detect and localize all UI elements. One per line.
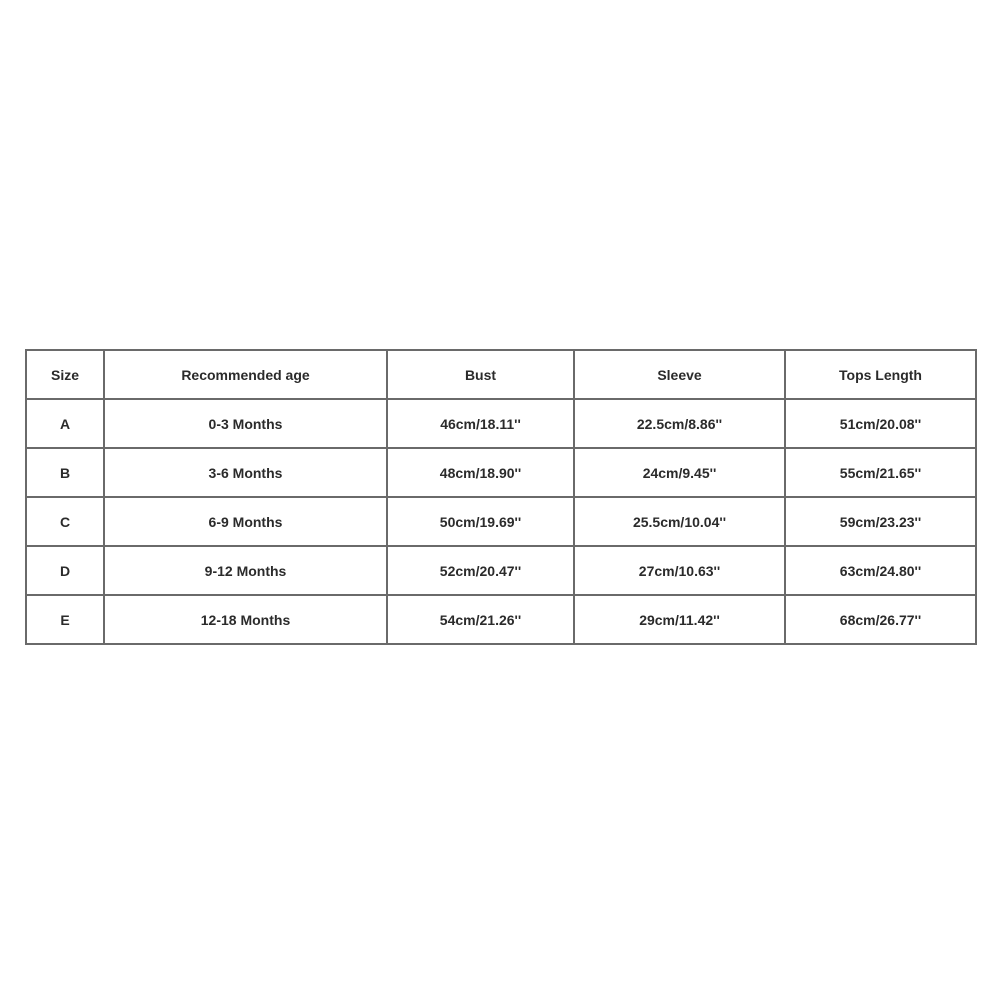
cell-bust: 50cm/19.69'' [388,498,575,547]
header-recommended-age: Recommended age [105,351,388,400]
cell-tops-length: 68cm/26.77'' [839,611,922,628]
cell-tops-length: 63cm/24.80'' [786,547,975,596]
cell-bust: 46cm/18.11'' [388,400,575,449]
cell-sleeve: 29cm/11.42'' [575,596,786,643]
header-tops-length: Tops Length [786,351,975,400]
cell-bust: 48cm/18.90'' [388,449,575,498]
cell-size: C [27,498,105,547]
cell-bust: 54cm/21.26'' [388,596,575,643]
cell-sleeve: 24cm/9.45'' [575,449,786,498]
table-row [27,498,975,547]
cell-size: E [27,596,105,643]
cell-sleeve: 22.5cm/8.86'' [575,400,786,449]
size-chart-table [25,349,977,645]
cell-size: A [27,400,105,449]
table-row [27,400,975,449]
table-row [27,596,975,643]
cell-recommended-age: 3-6 Months [105,449,388,498]
cell-recommended-age: 6-9 Months [105,498,388,547]
cell-sleeve: 25.5cm/10.04'' [575,498,786,547]
cell-tops-length: 55cm/21.65'' [786,449,975,498]
header-size: Size [27,351,105,400]
cell-tops-length: 51cm/20.08'' [786,400,975,449]
cell-sleeve: 27cm/10.63'' [575,547,786,596]
table-row [27,449,975,498]
table-row [27,547,975,596]
header-bust: Bust [388,351,575,400]
cell-tops-length: 59cm/23.23'' [786,498,975,547]
cell-recommended-age: 0-3 Months [105,400,388,449]
cell-recommended-age: 9-12 Months [105,547,388,596]
header-row [27,351,975,400]
cell-recommended-age: 12-18 Months [105,596,388,643]
table-body [27,400,975,643]
cell-size: B [27,449,105,498]
cell-bust: 52cm/20.47'' [388,547,575,596]
table-header [27,351,975,400]
cell-size: D [27,547,105,596]
header-sleeve: Sleeve [575,351,786,400]
